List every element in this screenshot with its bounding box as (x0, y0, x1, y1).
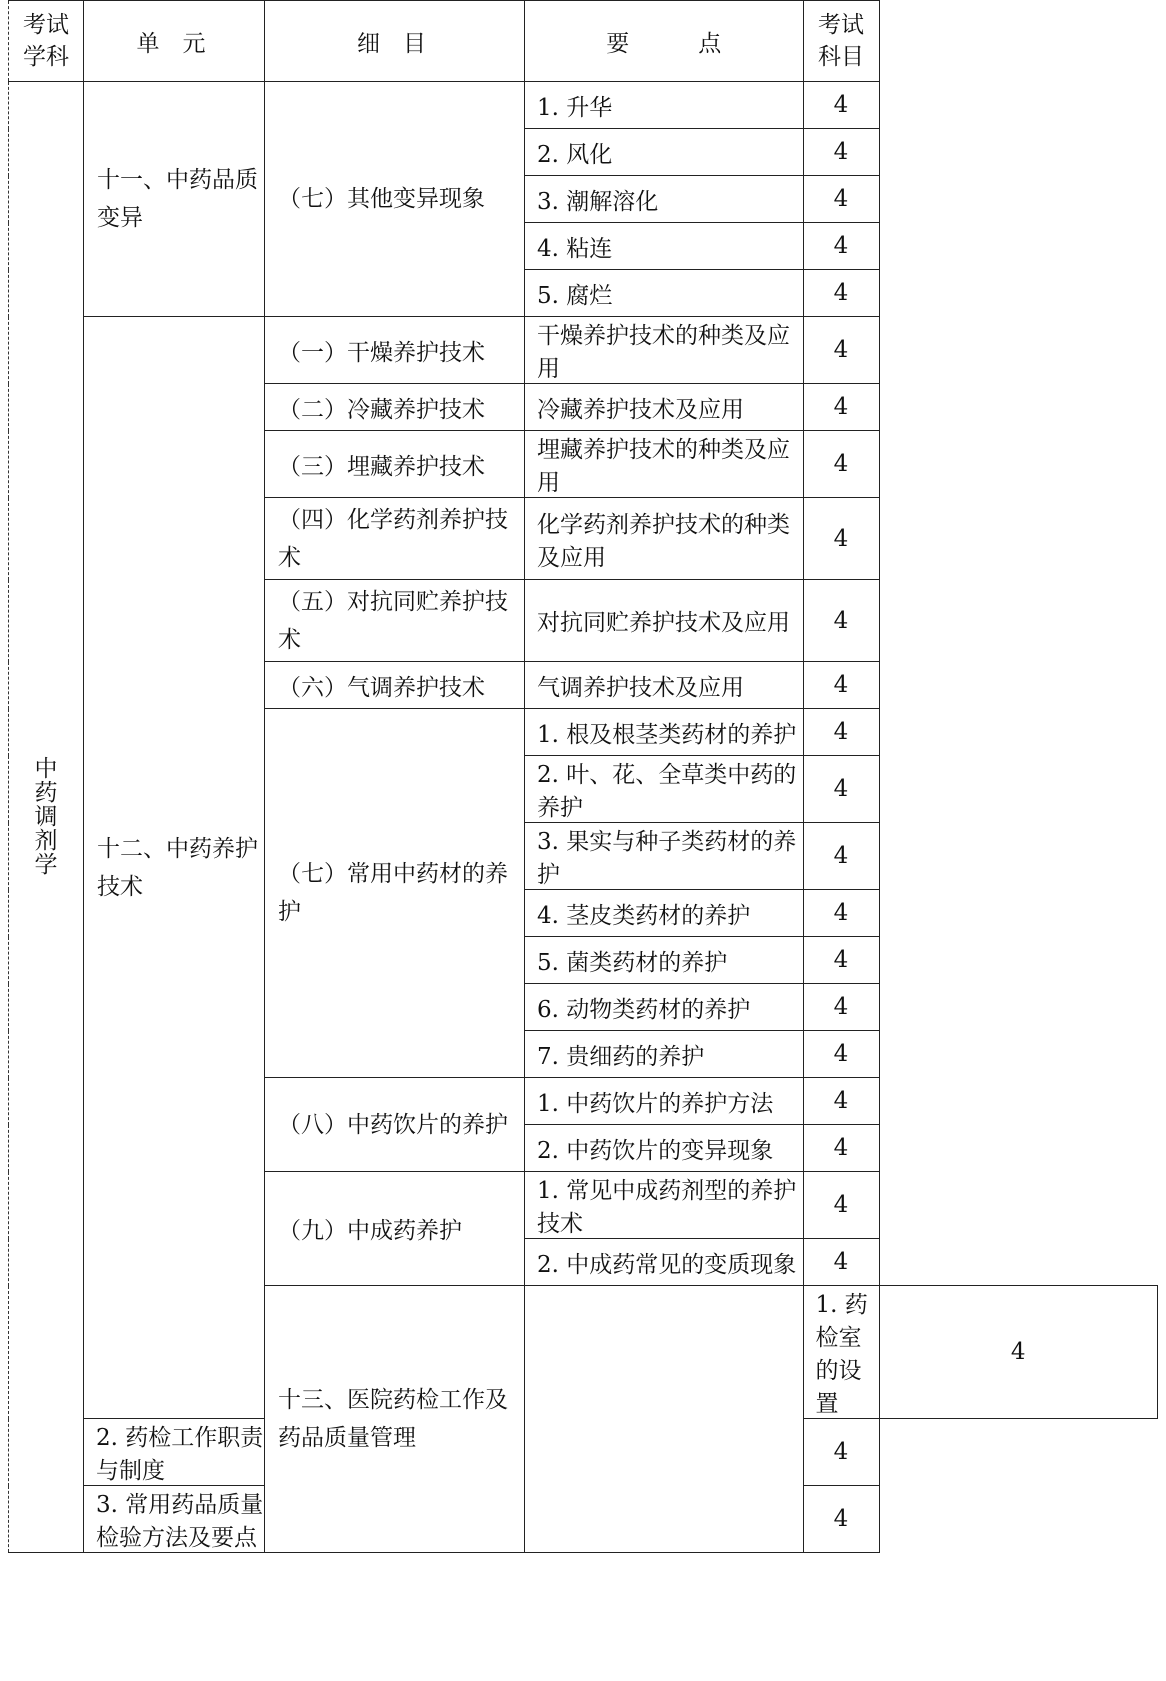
point-num: 4 (803, 756, 879, 823)
point-text: 2. 中药饮片的变异现象 (525, 1125, 804, 1172)
point-num: 4 (803, 1172, 879, 1239)
point-text: 1. 常见中成药剂型的养护技术 (525, 1172, 804, 1239)
point-text: 3. 常用药品质量检验方法及要点 (84, 1486, 265, 1553)
point-text: 埋藏养护技术的种类及应用 (525, 431, 804, 498)
detail-cell: （七）其他变异现象 (265, 82, 525, 317)
point-num: 4 (879, 1286, 1158, 1419)
point-text: 2. 风化 (525, 129, 804, 176)
point-text: 化学药剂养护技术的种类及应用 (525, 498, 804, 580)
point-num: 4 (803, 1419, 879, 1486)
point-num: 4 (803, 937, 879, 984)
detail-cell: （三）埋藏养护技术 (265, 431, 525, 498)
point-num: 4 (803, 384, 879, 431)
point-text: 5. 菌类药材的养护 (525, 937, 804, 984)
point-text: 对抗同贮养护技术及应用 (525, 580, 804, 662)
detail-cell: （一）干燥养护技术 (265, 317, 525, 384)
point-text: 1. 中药饮片的养护方法 (525, 1078, 804, 1125)
detail-cell: （六）气调养护技术 (265, 662, 525, 709)
detail-cell (525, 1286, 804, 1553)
header-unit: 单 元 (84, 1, 265, 82)
detail-cell: （五）对抗同贮养护技术 (265, 580, 525, 662)
point-num: 4 (803, 1078, 879, 1125)
point-text: 1. 药检室的设置 (803, 1286, 879, 1419)
table-row (9, 82, 1158, 129)
point-text: 气调养护技术及应用 (525, 662, 804, 709)
unit-cell: 十三、医院药检工作及药品质量管理 (265, 1286, 525, 1553)
subject-cell: 中药调剂学 (9, 82, 84, 1553)
point-num: 4 (803, 1239, 879, 1286)
header-points: 要 点 (525, 1, 804, 82)
point-text: 4. 粘连 (525, 223, 804, 270)
point-num: 4 (803, 580, 879, 662)
detail-cell: （八）中药饮片的养护 (265, 1078, 525, 1172)
header-exam-subject: 考试科目 (803, 1, 879, 82)
point-text: 5. 腐烂 (525, 270, 804, 317)
point-text: 1. 根及根茎类药材的养护 (525, 709, 804, 756)
unit-cell: 十一、中药品质变异 (84, 82, 265, 317)
point-text: 干燥养护技术的种类及应用 (525, 317, 804, 384)
point-num: 4 (803, 1031, 879, 1078)
point-num: 4 (803, 709, 879, 756)
point-text: 2. 药检工作职责与制度 (84, 1419, 265, 1486)
point-num: 4 (803, 984, 879, 1031)
point-num: 4 (803, 662, 879, 709)
point-text: 7. 贵细药的养护 (525, 1031, 804, 1078)
header-detail: 细 目 (265, 1, 525, 82)
header-row (9, 1, 1158, 82)
point-text: 冷藏养护技术及应用 (525, 384, 804, 431)
point-num: 4 (803, 823, 879, 890)
point-num: 4 (803, 431, 879, 498)
point-text: 2. 叶、花、全草类中药的养护 (525, 756, 804, 823)
detail-cell: （二）冷藏养护技术 (265, 384, 525, 431)
point-num: 4 (803, 82, 879, 129)
table-row (9, 317, 1158, 384)
unit-cell: 十二、中药养护技术 (84, 317, 265, 1419)
syllabus-table (8, 0, 1158, 1553)
point-text: 1. 升华 (525, 82, 804, 129)
point-num: 4 (803, 270, 879, 317)
point-text: 3. 果实与种子类药材的养护 (525, 823, 804, 890)
detail-cell: （四）化学药剂养护技术 (265, 498, 525, 580)
point-num: 4 (803, 176, 879, 223)
header-subject: 考试学科 (9, 1, 84, 82)
detail-cell: （九）中成药养护 (265, 1172, 525, 1286)
point-text: 4. 茎皮类药材的养护 (525, 890, 804, 937)
point-num: 4 (803, 317, 879, 384)
point-num: 4 (803, 890, 879, 937)
point-num: 4 (803, 129, 879, 176)
point-text: 2. 中成药常见的变质现象 (525, 1239, 804, 1286)
point-text: 3. 潮解溶化 (525, 176, 804, 223)
point-text: 6. 动物类药材的养护 (525, 984, 804, 1031)
detail-cell: （七）常用中药材的养护 (265, 709, 525, 1078)
point-num: 4 (803, 498, 879, 580)
point-num: 4 (803, 1125, 879, 1172)
point-num: 4 (803, 1486, 879, 1553)
point-num: 4 (803, 223, 879, 270)
